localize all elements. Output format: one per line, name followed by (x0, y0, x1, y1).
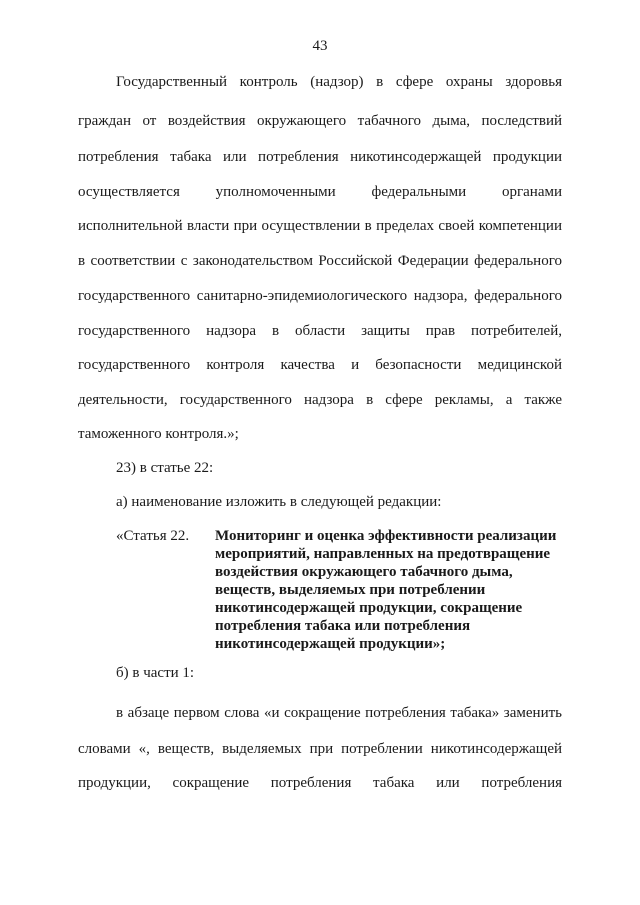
page-number: 43 (312, 38, 328, 54)
item-b: б) в части 1: (116, 665, 195, 681)
paragraph-line: продукции, сокращение потребления табака или потребления (78, 775, 562, 791)
article-title-line: никотинсодержащей продукции»; (215, 636, 446, 652)
article-label: «Статья 22. (116, 528, 190, 544)
article-title-line: никотинсодержащей продукции, сокращение (215, 600, 523, 616)
paragraph-line: осуществляется уполномоченными федеральными органами (78, 184, 562, 200)
paragraph-line: потребления табака или потребления никотинсодержащей продукции (78, 149, 562, 165)
paragraph-line: граждан от воздействия окружающего табачного дыма, последствий (78, 113, 562, 129)
article-title (215, 527, 565, 653)
article-title-line: веществ, выделяемых при потреблении (215, 582, 486, 598)
article-title-line: мероприятий, направленных на предотвращение (215, 546, 551, 562)
paragraph-line: словами «, веществ, выделяемых при потреблении никотинсодержащей (78, 741, 562, 757)
paragraph-line: таможенного контроля.»; (78, 426, 239, 442)
paragraph-line: деятельности, государственного надзора в сфере рекламы, а также (78, 392, 562, 408)
paragraph-line: государственного санитарно-эпидемиологического надзора, федерального (78, 288, 562, 304)
article-title-line: Мониторинг и оценка эффективности реализации (215, 528, 557, 544)
article-title-line: воздействия окружающего табачного дыма, (215, 564, 513, 580)
item-23: 23) в статье 22: (116, 460, 214, 476)
paragraph-line: государственного контроля качества и безопасности медицинской (78, 357, 562, 373)
paragraph-line: в соответствии с законодательством Российской Федерации федерального (78, 253, 562, 269)
article-title-line: потребления табака или потребления (215, 618, 471, 634)
paragraph-line: исполнительной власти при осуществлении в пределах своей компетенции (78, 218, 562, 234)
paragraph-line: государственного надзора в области защиты прав потребителей, (78, 323, 562, 339)
paragraph-line: Государственный контроль (надзор) в сфере охраны здоровья (116, 74, 562, 90)
item-a: а) наименование изложить в следующей редакции: (116, 494, 442, 510)
paragraph-line: в абзаце первом слова «и сокращение потребления табака» заменить (116, 705, 562, 721)
